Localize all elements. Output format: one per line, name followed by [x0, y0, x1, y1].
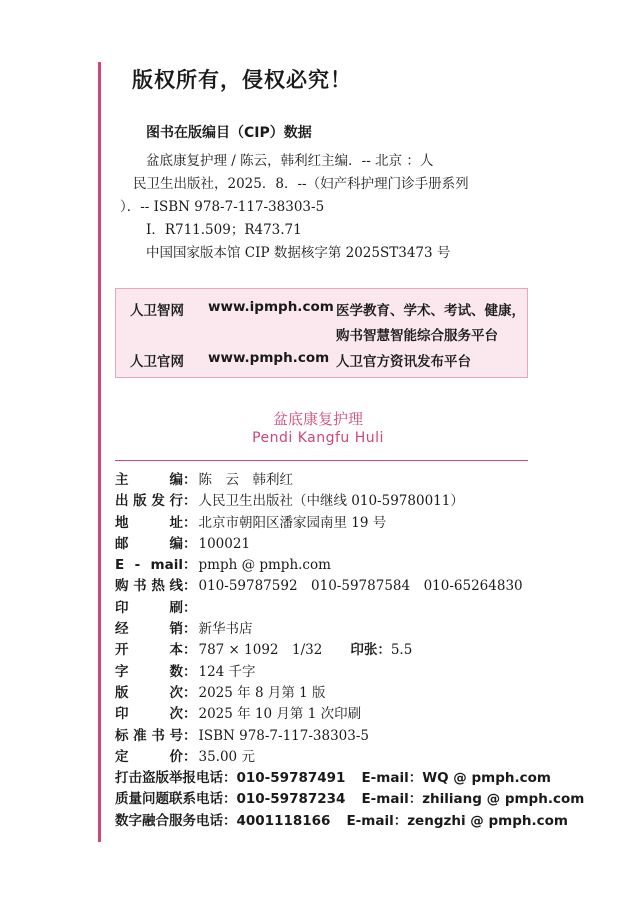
words-row: 字数： 124 千字 [115, 663, 256, 680]
printer-row: 印刷： [115, 599, 197, 616]
format-row: 开本： 787 × 1092 1/32 印张：5.5 [115, 642, 413, 659]
postcode-row: 邮编： 100021 [115, 535, 251, 552]
divider-line [115, 460, 528, 461]
promo-desc-2: 人卫官方资讯发布平台 [336, 354, 471, 370]
copyright-notice: 版权所有，侵权必究！ [132, 68, 352, 92]
side-accent-bar [98, 62, 101, 842]
email-row: E - mail： pmph @ pmph.com [115, 557, 331, 574]
promo-desc-1b: 购书智慧智能综合服务平台 [336, 328, 498, 344]
piracy-contact-row: 打击盗版举报电话：010-59787491 E-mail：WQ @ pmph.com [115, 770, 551, 787]
cip-line-5: 中国国家版本馆 CIP 数据核字第 2025ST3473 号 [146, 245, 451, 261]
cip-line-2: 民卫生出版社，2025．8．--（妇产科护理门诊手册系列 [133, 176, 469, 192]
book-title-pinyin: Pendi Kangfu Huli [252, 430, 384, 446]
promo-url-2[interactable]: www.pmph.com [208, 350, 330, 366]
publisher-row: 出版发行： 人民卫生出版社（中继线 010-59780011） [115, 493, 464, 510]
edition-row: 版次： 2025 年 8 月第 1 版 [115, 684, 326, 701]
isbn-row: 标准书号： ISBN 978-7-117-38303-5 [115, 727, 370, 744]
hotline-row: 购书热线： 010-59787592 010-59787584 010-65264830 [115, 578, 523, 595]
cip-title: 图书在版编目（CIP）数据 [146, 125, 312, 141]
colophon-info [115, 470, 585, 832]
promo-name-2: 人卫官网 [130, 354, 184, 370]
promo-name-1: 人卫智网 [130, 303, 184, 319]
price-row: 定价： 35.00 元 [115, 748, 255, 765]
printing-row: 印次： 2025 年 10 月第 1 次印刷 [115, 706, 362, 723]
promo-url-1[interactable]: www.ipmph.com [208, 299, 334, 315]
promo-desc-1a: 医学教育、学术、考试、健康， [336, 303, 525, 319]
digital-contact-row: 数字融合服务电话：4001118166 E-mail：zengzhi @ pmph.com [115, 812, 568, 829]
cip-line-3: ）．-- ISBN 978-7-117-38303-5 [120, 199, 325, 215]
editor-row: 主编： 陈 云 韩利红 [115, 472, 293, 488]
address-row: 地址： 北京市朝阳区潘家园南里 19 号 [115, 514, 387, 531]
book-title-cn: 盆底康复护理 [272, 410, 363, 428]
quality-contact-row: 质量问题联系电话：010-59787234 E-mail：zhiliang @ pmph.com [115, 791, 585, 808]
distributor-row: 经销： 新华书店 [115, 621, 253, 638]
promo-box [115, 288, 528, 378]
cip-data-block [120, 150, 524, 265]
cip-line-1: 盆底康复护理 / 陈云，韩利红主编．-- 北京 ：人 [146, 153, 434, 169]
cip-line-4: Ⅰ．R711.509；R473.71 [146, 222, 302, 238]
